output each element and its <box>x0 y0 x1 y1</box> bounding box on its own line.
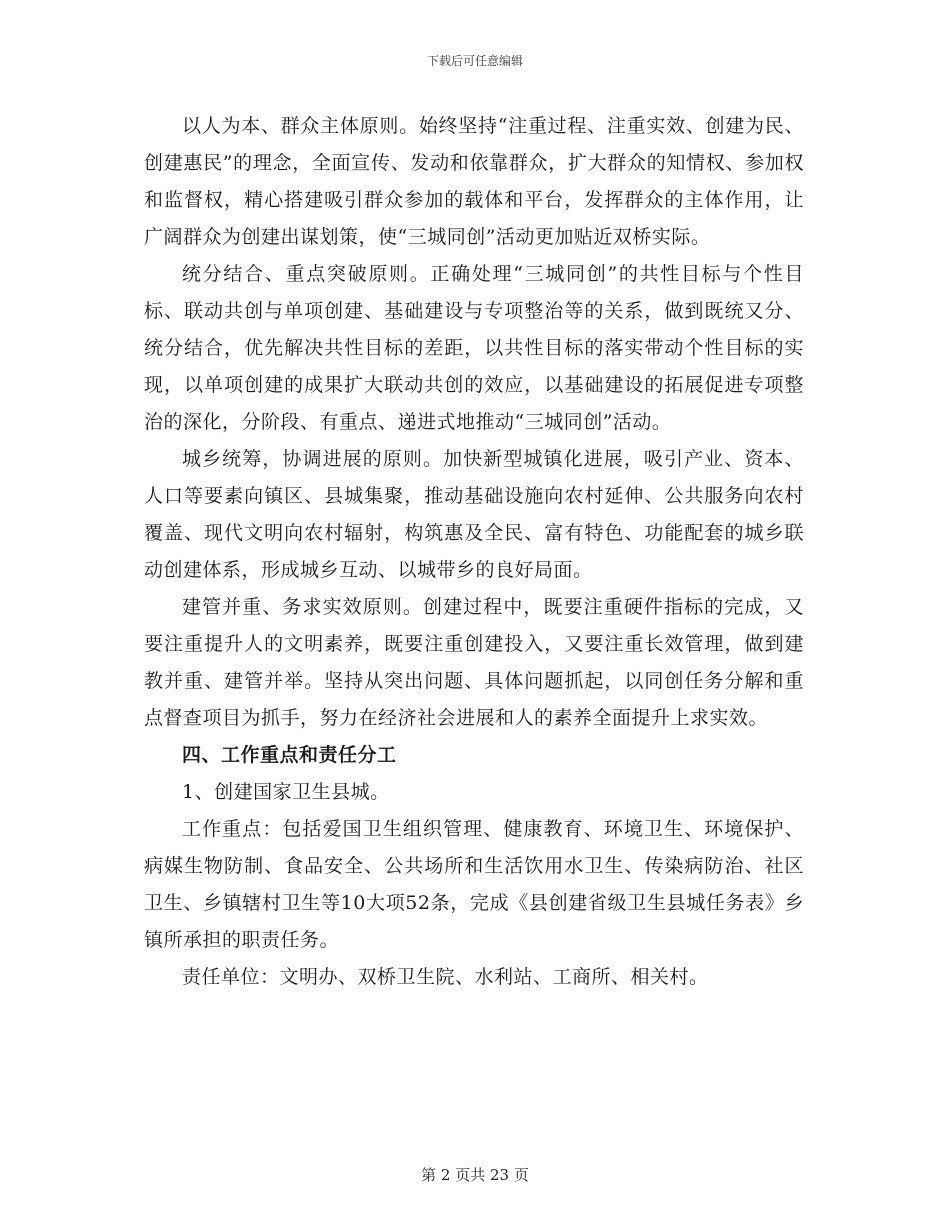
paragraph-urban-rural: 城乡统筹，协调进展的原则。加快新型城镇化进展，吸引产业、资本、人口等要素向镇区、县城集聚，推动基础设施向农村延伸、公共服务向农村覆盖、现代文明向农村辐射，构筑惠及全民、富有特色、功能配套的城乡联动创建体系，形成城乡互动、以城带乡的良好局面。 <box>144 448 804 581</box>
page-header-note: 下载后可任意编辑 <box>426 54 523 68</box>
paragraph-construction-management: 建管并重、务求实效原则。创建过程中，既要注重硬件指标的完成，又要注重提升人的文明素养，既要注重创建投入，又要注重长效管理，做到建教并重、建管并举。坚持从突出问题、具体问题抓起，以同创任务分解和重点督查项目为抓手，努力在经济社会进展和人的素养全面提升上求实效。 <box>144 596 804 729</box>
paragraph-people-oriented: 以人为本、群众主体原则。始终坚持“注重过程、注重实效、创建为民、创建惠民”的理念，全面宣传、发动和依靠群众，扩大群众的知情权、参加权和监督权，精心搭建吸引群众参加的载体和平台，发挥群众的主体作用，让广阔群众为创建出谋划策，使“三城同创”活动更加贴近双桥实际。 <box>144 115 804 248</box>
subsection-heading: 1、创建国家卫生县城。 <box>182 781 390 803</box>
section-heading: 四、工作重点和责任分工 <box>182 744 397 766</box>
paragraph-work-focus: 工作重点：包括爱国卫生组织管理、健康教育、环境卫生、环境保护、病媒生物防制、食品安全、公共场所和生活饮用水卫生、传染病防治、社区卫生、乡镇辖村卫生等10大项52条，完成《县创建省级卫生县城任务表》乡镇所承担的职责任务。 <box>144 818 804 951</box>
document-body <box>144 108 804 996</box>
paragraph-responsible-units: 责任单位：文明办、双桥卫生院、水利站、工商所、相关村。 <box>182 966 709 988</box>
paragraph-unified-breakthrough: 统分结合、重点突破原则。正确处理“三城同创”的共性目标与个性目标、联动共创与单项创建、基础建设与专项整治等的关系，做到既统又分、统分结合，优先解决共性目标的差距，以共性目标的落实带动个性目标的实现，以单项创建的成果扩大联动共创的效应，以基础建设的拓展促进专项整治的深化，分阶段、有重点、递进式地推动“三城同创”活动。 <box>144 263 804 433</box>
page-number: 第 2 页共 23 页 <box>421 1166 529 1184</box>
